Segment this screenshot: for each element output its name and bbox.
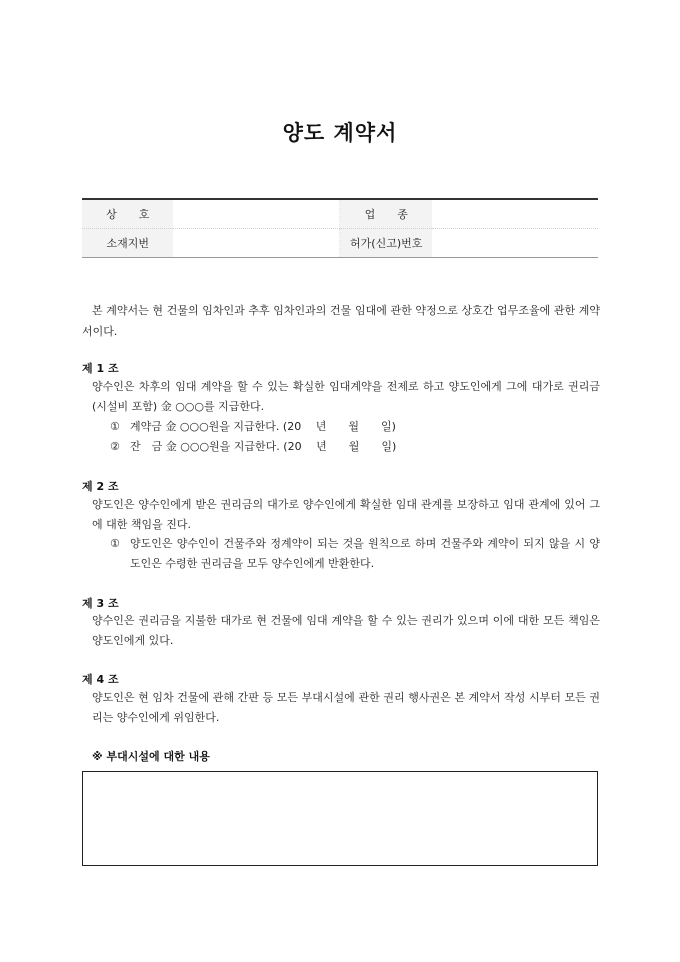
article-2-item-1: [110, 534, 600, 574]
trade-name-label: 상 호: [82, 199, 173, 229]
article-4-title: 제 4 조: [82, 673, 119, 686]
item-marker: ②: [110, 440, 120, 453]
article-1-item-2: [110, 437, 396, 457]
location-label: 소재지번: [82, 229, 173, 258]
facilities-note-title: ※ 부대시설에 대한 내용: [92, 750, 210, 763]
item-text: 양도인은 양수인이 건물주와 정계약이 되는 것을 원칙으로 하며 건물주와 계약이 되지 않을 시 양도인은 수령한 권리금을 모두 양수인에게 반환한다.: [130, 537, 600, 570]
item-marker: ①: [110, 537, 120, 550]
intro-paragraph: [82, 300, 600, 342]
business-type-value[interactable]: [432, 199, 598, 229]
table-row: [82, 229, 598, 258]
permit-number-label: 허가(신고)번호: [340, 229, 432, 258]
intro-text: 본 계약서는 현 건물의 임차인과 추후 임차인과의 건물 임대에 관한 약정으로 상호간 업무조율에 관한 계약서이다.: [82, 304, 600, 338]
article-2-text: 양도인은 양수인에게 받은 권리금의 대가로 양수인에게 확실한 임대 관계를 보장하고 임대 관계에 있어 그에 대한 책임을 진다.: [92, 498, 600, 531]
table-row: [82, 199, 598, 229]
item-text: 계약금 金 ○○○원을 지급한다. (20 년 월 일): [130, 420, 396, 433]
facilities-content-box[interactable]: [82, 771, 598, 866]
article-3-text: 양수인은 권리금을 지불한 대가로 현 건물에 임대 계약을 할 수 있는 권리가 있으며 이에 대한 모든 책임은 양도인에게 있다.: [92, 614, 600, 647]
article-1-item-1: [110, 417, 396, 437]
trade-name-value[interactable]: [173, 199, 340, 229]
permit-number-value[interactable]: [432, 229, 598, 258]
location-value[interactable]: [173, 229, 340, 258]
article-1-text: 양수인은 차후의 임대 계약을 할 수 있는 확실한 임대계약을 전제로 하고 양도인에게 그에 대가로 권리금(시설비 포함) 金 ○○○를 지급한다.: [92, 380, 600, 413]
item-marker: ①: [110, 420, 120, 433]
document-title: 양도 계약서: [282, 121, 398, 145]
item-text: 잔 금 金 ○○○원을 지급한다. (20 년 월 일): [130, 440, 397, 453]
article-3-title: 제 3 조: [82, 597, 119, 610]
article-4-text: 양도인은 현 임차 건물에 관해 간판 등 모든 부대시설에 관한 권리 행사권은 본 계약서 작성 시부터 모든 권리는 양수인에게 위임한다.: [92, 691, 600, 724]
article-2-title: 제 2 조: [82, 480, 119, 493]
article-1-title: 제 1 조: [82, 362, 119, 375]
business-info-table: [82, 198, 598, 258]
business-type-label: 업 종: [340, 199, 432, 229]
